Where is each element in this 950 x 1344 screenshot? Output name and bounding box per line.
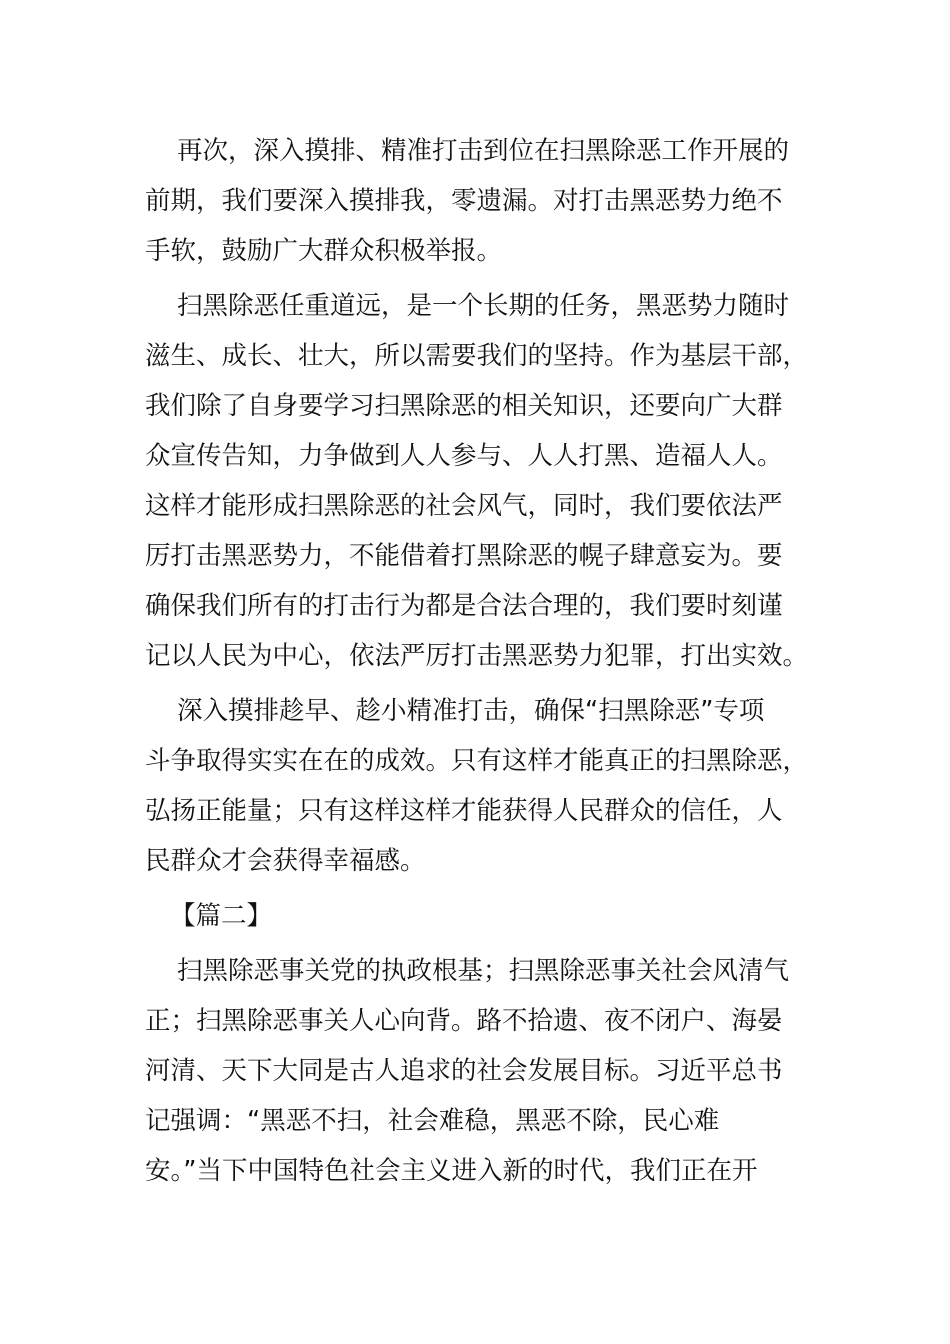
paragraph-2-line-7: 确保我们所有的打击行为都是合法合理的，我们要时刻谨 [145,591,783,621]
paragraph-4-line-5: 安。”当下中国特色社会主义进入新的时代，我们正在开 [145,1156,758,1186]
paragraph-3-line-2: 斗争取得实实在在的成效。只有这样才能真正的扫黑除恶， [145,746,809,776]
paragraph-1-line-3: 手软，鼓励广大群众积极举报。 [145,236,503,266]
paragraph-4-line-3: 河清、天下大同是古人追求的社会发展目标。习近平总书 [145,1056,783,1086]
paragraph-2-line-2: 滋生、成长、壮大，所以需要我们的坚持。作为基层干部， [145,341,809,371]
paragraph-2-line-6: 厉打击黑恶势力，不能借着打黑除恶的幌子肆意妄为。要 [145,541,783,571]
paragraph-2-line-8: 记以人民为中心，依法严厉打击黑恶势力犯罪，打出实效。 [145,641,809,671]
paragraph-4-line-4: 记强调：“黑恶不扫，社会难稳，黑恶不除，民心难 [145,1106,720,1136]
paragraph-3-line-1: 深入摸排趁早、趁小精准打击，确保“扫黑除恶”专项 [177,696,765,726]
paragraph-2-line-3: 我们除了自身要学习扫黑除恶的相关知识，还要向广大群 [145,391,783,421]
paragraph-2-line-4: 众宣传告知，力争做到人人参与、人人打黑、造福人人。 [145,441,783,471]
paragraph-1-line-2: 前期，我们要深入摸排我，零遗漏。对打击黑恶势力绝不 [145,186,783,216]
section-heading: 【篇二】 [170,901,273,931]
paragraph-4-line-2: 正；扫黑除恶事关人心向背。路不拾遗、夜不闭户、海晏 [145,1006,783,1036]
paragraph-4-line-1: 扫黑除恶事关党的执政根基；扫黑除恶事关社会风清气 [177,956,790,986]
paragraph-1-line-1: 再次，深入摸排、精准打击到位在扫黑除恶工作开展的 [177,136,790,166]
paragraph-3-line-3: 弘扬正能量；只有这样这样才能获得人民群众的信任，人 [145,796,783,826]
paragraph-3-line-4: 民群众才会获得幸福感。 [145,846,426,876]
paragraph-2-line-1: 扫黑除恶任重道远，是一个长期的任务，黑恶势力随时 [177,291,790,321]
paragraph-2-line-5: 这样才能形成扫黑除恶的社会风气，同时，我们要依法严 [145,491,783,521]
